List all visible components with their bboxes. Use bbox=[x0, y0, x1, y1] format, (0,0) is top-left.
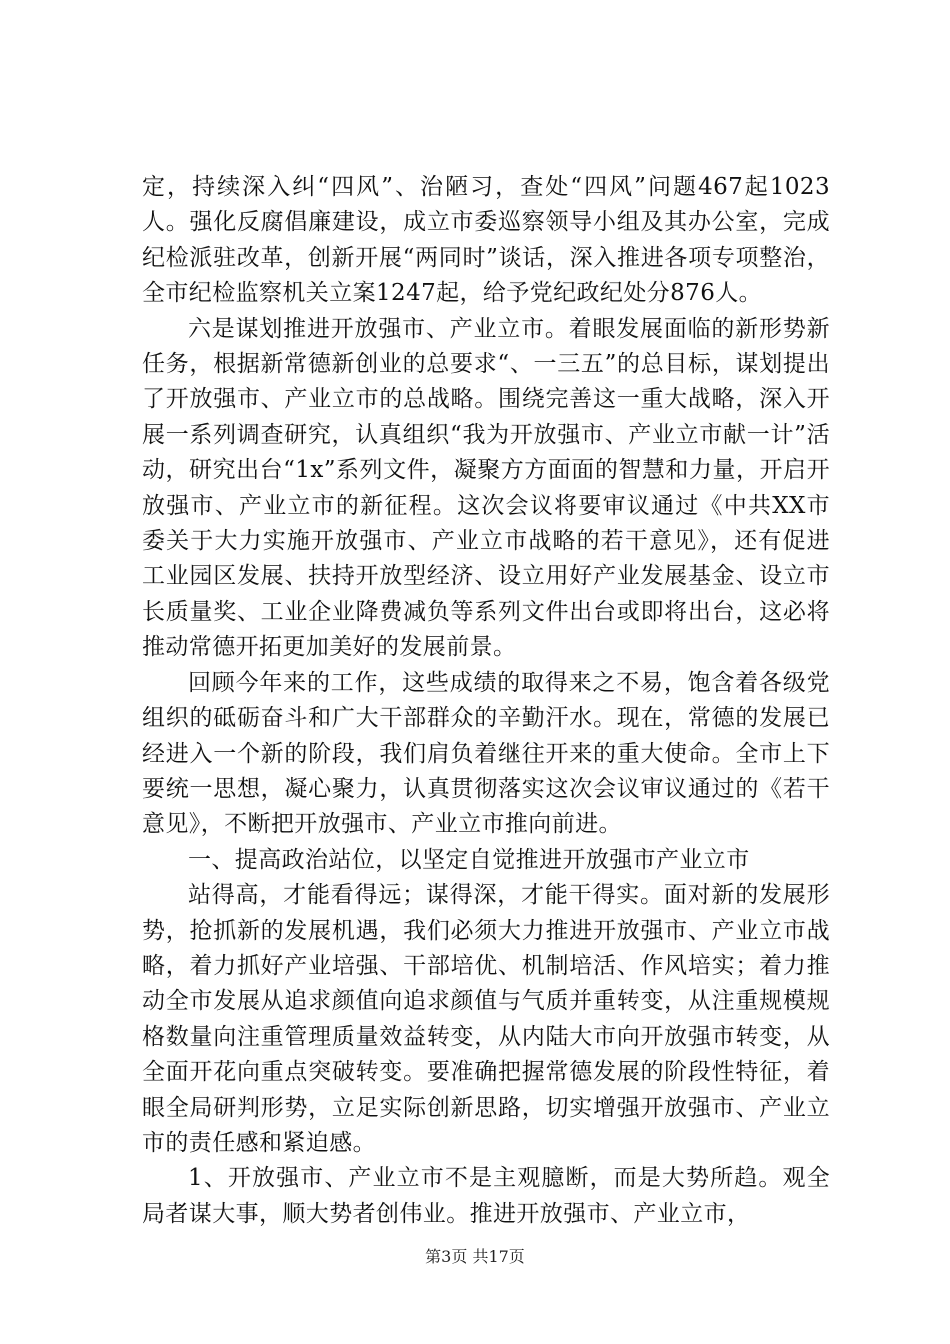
section-heading: 一、提高政治站位，以坚定自觉推进开放强市产业立市 bbox=[188, 846, 750, 873]
paragraph-1: 定，持续深入纠“四风”、治陋习，查处“四风”问题467起1023人。强化反腐倡廉建设，成立市委巡察领导小组及其办公室，完成纪检派驻改革，创新开展“两同时”谈话，深入推进各项专项整治，全市纪检监察机关立案1247起，给予党纪政纪处分876人。 bbox=[142, 174, 830, 307]
paragraph-2: 六是谋划推进开放强市、产业立市。着眼发展面临的新形势新任务，根据新常德新创业的总要求“、一三五”的总目标，谋划提出了开放强市、产业立市的总战略。围绕完善这一重大战略，深入开展一系列调查研究，认真组织“我为开放强市、产业立市献一计”活动，研究出台“1x”系列文件，凝聚方方面面的智慧和力量，开启开放强市、产业立市的新征程。这次会议将要审议通过《中共XX市委关于大力实施开放强市、产业立市战略的若干意见》，还有促进工业园区发展、扶持开放型经济、设立用好产业发展基金、设立市长质量奖、工业企业降费减负等系列文件出台或即将出台，这必将推动常德开拓更加美好的发展前景。 bbox=[142, 315, 830, 661]
page-footer: 第3页 共17页 bbox=[425, 1247, 525, 1266]
paragraph-4: 站得高，才能看得远；谋得深，才能干得实。面对新的发展形势，抢抓新的发展机遇，我们必须大力推进开放强市、产业立市战略，着力抓好产业培强、干部培优、机制培活、作风培实；着力推动全市发展从追求颜值向追求颜值与气质并重转变，从注重规模规格数量向注重管理质量效益转变，从内陆大市向开放强市转变，从全面开花向重点突破转变。要准确把握常德发展的阶段性特征，着眼全局研判形势，立足实际创新思路，切实增强开放强市、产业立市的责任感和紧迫感。 bbox=[142, 882, 830, 1156]
paragraph-3: 回顾今年来的工作，这些成绩的取得来之不易，饱含着各级党组织的砥砺奋斗和广大干部群众的辛勤汗水。现在，常德的发展已经进入一个新的阶段，我们肩负着继往开来的重大使命。全市上下要统一思想，凝心聚力，认真贯彻落实这次会议审议通过的《若干意见》，不断把开放强市、产业立市推向前进。 bbox=[142, 669, 830, 838]
paragraph-5: 1、开放强市、产业立市不是主观臆断，而是大势所趋。观全局者谋大事，顺大势者创伟业。推进开放强市、产业立市， bbox=[142, 1165, 830, 1227]
document-body bbox=[142, 170, 830, 1232]
